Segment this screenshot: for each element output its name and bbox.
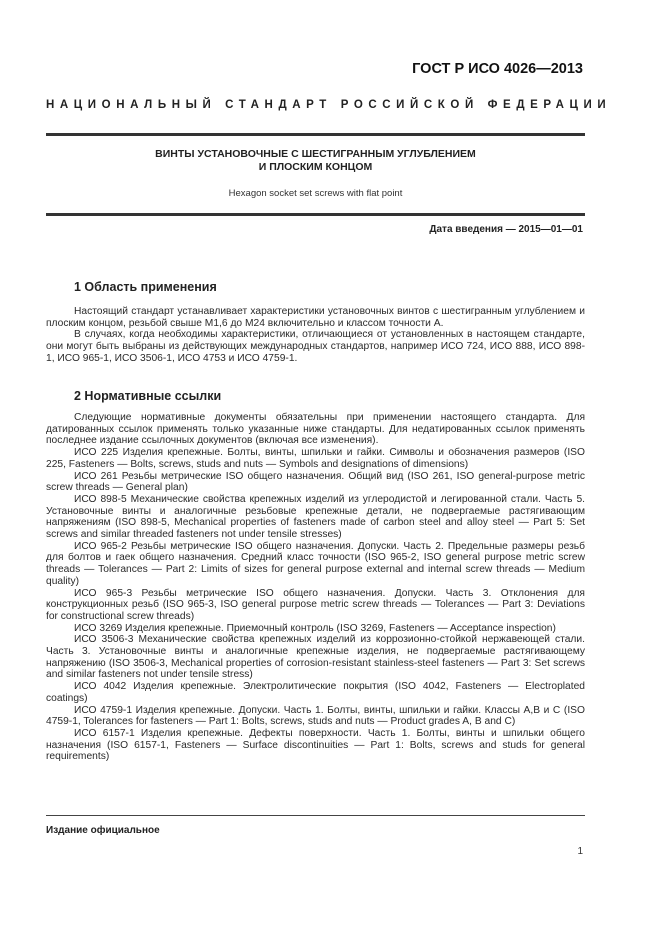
- title-divider: [46, 213, 585, 216]
- edition-note: Издание официальное: [46, 825, 160, 836]
- paragraph: Настоящий стандарт устанавливает характеристики установочных винтов с шестигранным углублением и плоским концом, резьбой свыше М1,6 до М24 включительно и классом точности А.: [46, 306, 585, 329]
- section-1-heading: 1 Область применения: [74, 280, 217, 294]
- top-divider: [46, 133, 585, 136]
- document-title: [46, 148, 585, 174]
- section-2-heading: 2 Нормативные ссылки: [74, 389, 222, 403]
- effective-date: Дата введения — 2015—01—01: [429, 224, 583, 235]
- reference-item: ИСО 965-3 Резьбы метрические ISO общего назначения. Допуски. Часть 3. Отклонения для конструкционных резьб (ISO 965-3, ISO general purpose metric screw threads — Tolerances — Part 3: Deviations for constructional screw threads): [46, 587, 585, 622]
- reference-item: ИСО 6157-1 Изделия крепежные. Дефекты поверхности. Часть 1. Болты, винты и шпильки общего назначения (ISO 6157-1, Fasteners — Surface discontinuities — Part 1: Bolts, screws and studs for general requirements): [46, 727, 585, 763]
- reference-item: ИСО 261 Резьбы метрические ISO общего назначения. Общий вид (ISO 261, ISO general-purpose metric screw threads — General plan): [46, 470, 585, 494]
- paragraph: Следующие нормативные документы обязательны при применении настоящего стандарта. Для датированных ссылок применять только указанные ниже стандарты. Для недатированных ссылок применять последнее издание ссылочных документов (включая все изменения).: [46, 412, 585, 447]
- paragraph: В случаях, когда необходимы характеристики, отличающиеся от установленных в настоящем стандарте, они могут быть выбраны из действующих международных стандартов, например ИСО 724, ИСО 888, ИСО 898-1, ИСО 965-1, ИСО 3506-1, ИСО 4753 и ИСО 4759-1.: [46, 329, 585, 364]
- section-1-body: [46, 306, 585, 365]
- reference-item: ИСО 225 Изделия крепежные. Болты, винты, шпильки и гайки. Символы и обозначения размеров (ISO 225, Fasteners — Bolts, screws, studs and nuts — Symbols and designations of dimensions): [46, 447, 585, 470]
- title-line-1: ВИНТЫ УСТАНОВОЧНЫЕ С ШЕСТИГРАННЫМ УГЛУБЛЕНИЕМ: [155, 148, 476, 160]
- reference-item: ИСО 3506-3 Механические свойства крепежных изделий из коррозионно-стойкой нержавеющей стали. Часть 3. Установочные винты и аналогичные крепежные изделия, не подвергаемые растягивающему напряжению (ISO 3506-3, Mechanical properties of corrosion-resistant stainless-steel fasteners — Part 3: Set screws and similar fasteners not under tensile stress): [46, 634, 585, 681]
- english-title: Hexagon socket set screws with flat point: [228, 188, 403, 199]
- reference-item: ИСО 4759-1 Изделия крепежные. Допуски. Часть 1. Болты, винты, шпильки и гайки. Классы А,В и С (ISO 4759-1, Tolerances for fasteners — Part 1: Bolts, screws, studs and nuts — Product grades A, B and C): [46, 704, 585, 728]
- footer-divider: [46, 815, 585, 816]
- reference-item: ИСО 3269 Изделия крепежные. Приемочный контроль (ISO 3269, Fasteners — Acceptance inspection): [74, 622, 556, 634]
- page-number: 1: [577, 846, 583, 857]
- reference-item: ИСО 965-2 Резьбы метрические ISO общего назначения. Допуски. Часть 2. Предельные размеры резьб для болтов и гаек общего назначения. Средний класс точности (ISO 965-2, ISO general purpose metric screw threads — Tolerances — Part 2: Limits of sizes for general purpose external and internal screw threads — Medium quality): [46, 540, 585, 587]
- reference-item: ИСО 4042 Изделия крепежные. Электролитические покрытия (ISO 4042, Fasteners — Electroplated coatings): [46, 681, 585, 704]
- title-line-2: И ПЛОСКИМ КОНЦОМ: [258, 161, 373, 173]
- section-2-body: [46, 412, 585, 763]
- reference-item: ИСО 898-5 Механические свойства крепежных изделий из углеродистой и легированной стали. Часть 5. Установочные винты и аналогичные резьбовые крепежные детали, не подвергаемые растягивающим напряжениям (ISO 898-5, Mechanical properties of fasteners made of carbon steel and alloy steel — Part 5: Set screws and similar threaded fasteners not under tensile stresses): [46, 493, 585, 541]
- standard-banner: НАЦИОНАЛЬНЫЙ СТАНДАРТ РОССИЙСКОЙ ФЕДЕРАЦИИ: [46, 99, 612, 111]
- document-id: ГОСТ Р ИСО 4026—2013: [412, 61, 583, 77]
